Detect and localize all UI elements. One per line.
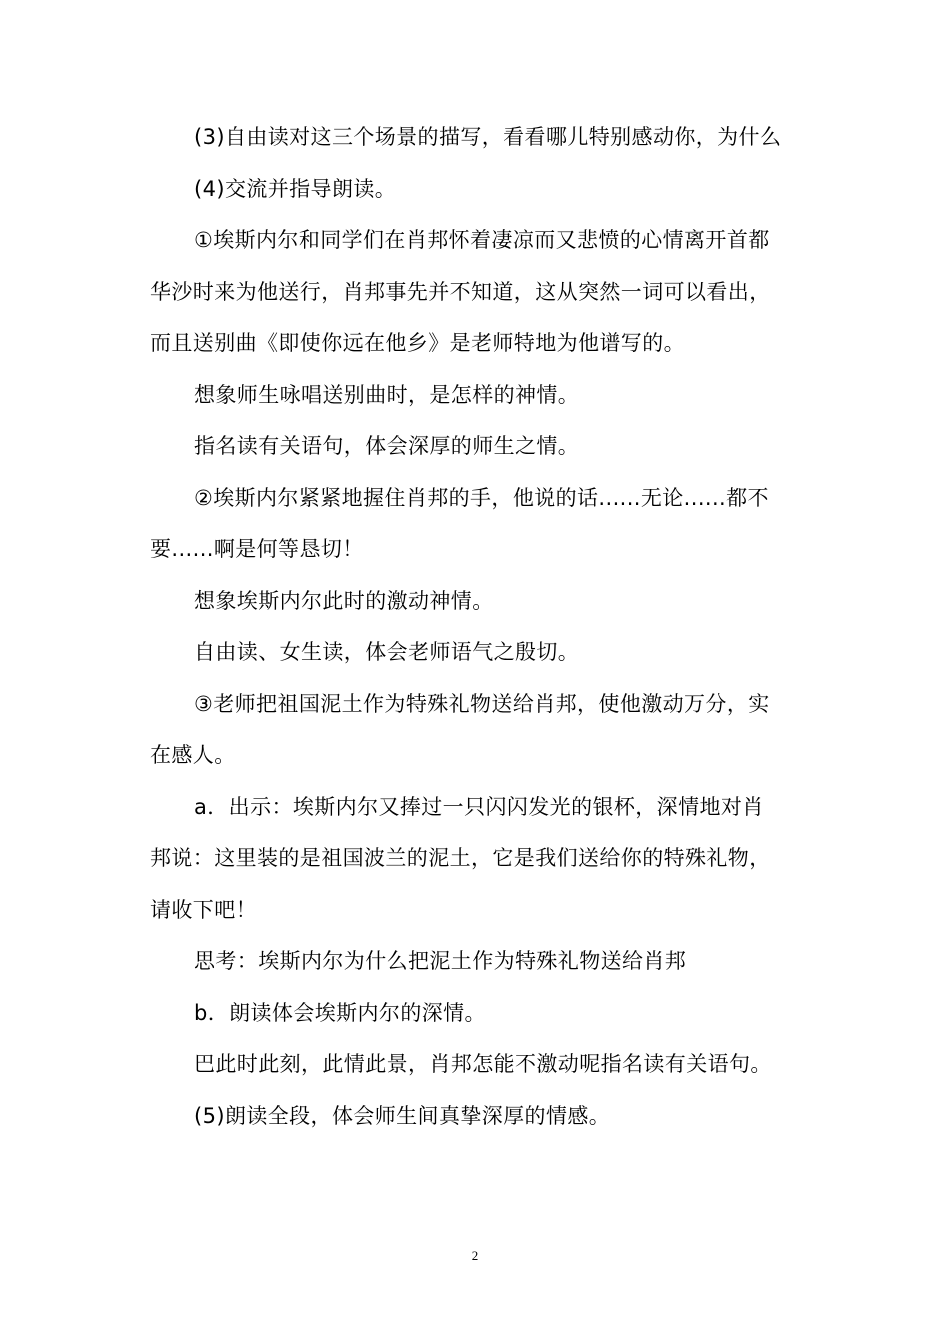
paragraph-line: (5)朗读全段，体会师生间真挚深厚的情感。	[194, 1103, 611, 1128]
paragraph-line: (4)交流并指导朗读。	[194, 176, 397, 201]
paragraph-line: a．出示：埃斯内尔又捧过一只闪闪发光的银杯，深情地对肖	[194, 794, 764, 819]
paragraph-line: ①埃斯内尔和同学们在肖邦怀着凄凉而又悲愤的心情离开首都	[194, 228, 770, 252]
paragraph-line: 思考：埃斯内尔为什么把泥土作为特殊礼物送给肖邦	[194, 949, 687, 973]
paragraph-line: 请收下吧！	[150, 897, 257, 922]
paragraph-line: b．朗读体会埃斯内尔的深情。	[194, 1000, 486, 1025]
paragraph-line: 指名读有关语句，体会深厚的师生之情。	[194, 434, 580, 458]
page-number: 2	[471, 1248, 479, 1263]
paragraph-line: 邦说：这里装的是祖国波兰的泥土，它是我们送给你的特殊礼物，	[150, 846, 771, 870]
paragraph-line: ②埃斯内尔紧紧地握住肖邦的手，他说的话......无论......都不	[194, 485, 769, 510]
paragraph-line: 想象埃斯内尔此时的激动神情。	[194, 588, 494, 613]
paragraph-line: 巴此时此刻，此情此景，肖邦怎能不激动呢指名读有关语句。	[194, 1052, 772, 1076]
paragraph-line: 想象师生咏唱送别曲时，是怎样的神情。	[194, 382, 580, 407]
paragraph-line: 自由读、女生读，体会老师语气之殷切。	[194, 640, 580, 664]
paragraph-line: ③老师把祖国泥土作为特殊礼物送给肖邦，使他激动万分，实	[194, 691, 770, 716]
paragraph-line: (3)自由读对这三个场景的描写，看看哪儿特别感动你，为什么	[194, 125, 782, 149]
paragraph-line: 在感人。	[150, 743, 236, 767]
paragraph-line: 华沙时来为他送行，肖邦事先并不知道，这从突然一词可以看出，	[150, 279, 771, 304]
paragraph-line: 而且送别曲《即使你远在他乡》是老师特地为他谱写的。	[150, 331, 685, 355]
paragraph-line: 要......啊是何等恳切！	[150, 537, 364, 561]
document-body	[150, 112, 802, 1142]
